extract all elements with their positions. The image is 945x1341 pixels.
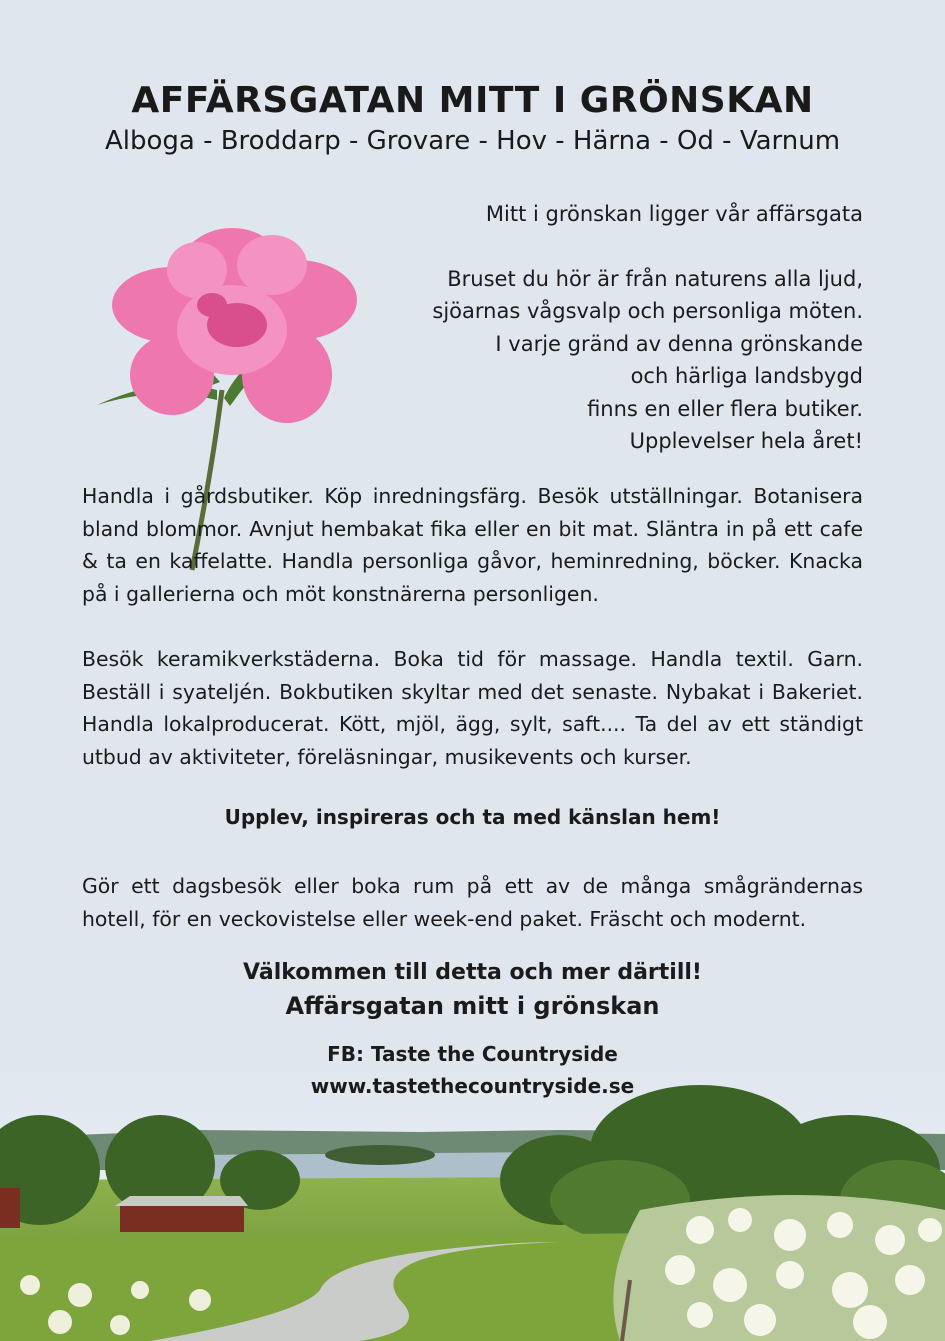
poem-line: sjöarnas vågsvalp och personliga möten.	[432, 299, 863, 323]
facebook-link[interactable]: FB: Taste the Countryside	[327, 1042, 618, 1066]
poem-block	[343, 198, 863, 458]
poem-line: och härliga landsbygd	[630, 364, 863, 388]
poem-heading: Mitt i grönskan ligger vår affärsgata	[485, 202, 863, 226]
poem-line: I varje gränd av denna grönskande	[495, 331, 863, 356]
page-title: AFFÄRSGATAN MITT I GRÖNSKAN	[131, 80, 814, 121]
hotel-paragraph: Gör ett dagsbesök eller boka rum på ett av de många smågrändernas hotell, för en veckovistelse eller week-end paket. Fräscht och modernt.	[82, 874, 863, 931]
poem-line: Bruset du hör är från naturens alla ljud,	[447, 266, 863, 291]
slogan: Upplev, inspireras och ta med känslan hem!	[224, 805, 721, 829]
activities-paragraph: Besök keramikverkstäderna. Boka tid för massage. Handla textil. Garn. Beställ i syateljén. Bokbutiken skyltar med det senaste. Nybakat i Bakeriet. Handla lokalproducerat. Kött, mjöl, ägg, sylt, saft.... Ta del av ett ständigt utbud av aktiviteter, föreläsningar, musikevents och kurser.	[82, 647, 863, 769]
poem-line: finns en eller flera butiker.	[587, 396, 863, 421]
shopping-paragraph: Handla i gårdsbutiker. Köp inredningsfärg. Besök utställningar. Botanisera bland blommor. Avnjut hembakat fika eller en bit mat. Släntra in på ett cafe & ta en kaffelatte. Handla personliga gåvor, heminredning, böcker. Knacka på i gallerierna och möt konstnärerna personligen.	[82, 484, 863, 606]
poem-line: Upplevelser hela året!	[629, 429, 863, 453]
welcome-text: Välkommen till detta och mer därtill!	[243, 960, 702, 985]
village-list: Alboga - Broddarp - Grovare - Hov - Härna - Od - Varnum	[104, 126, 841, 156]
website-link[interactable]: www.tastethecountryside.se	[310, 1074, 635, 1098]
tagline: Affärsgatan mitt i grönskan	[285, 992, 660, 1020]
